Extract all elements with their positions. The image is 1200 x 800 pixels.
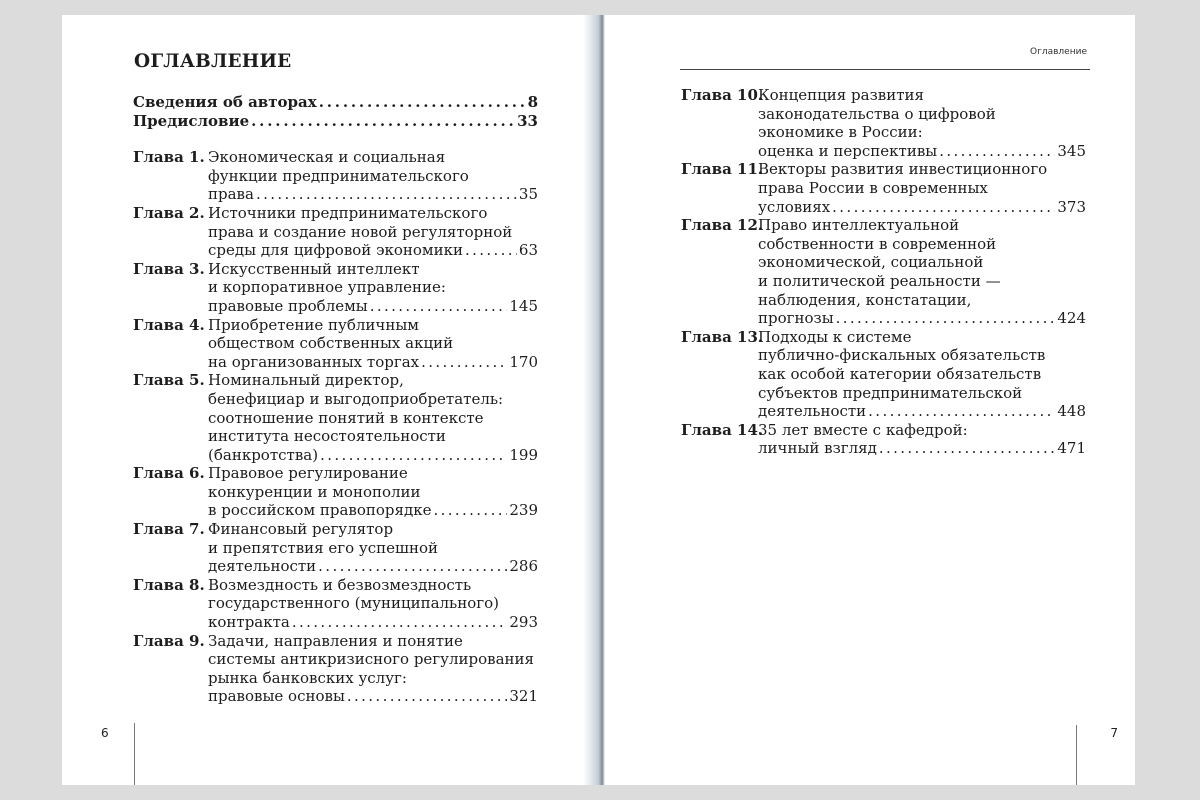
- chapter-title-line: Финансовый регулятор: [208, 520, 394, 539]
- chapter-title-line: Искусственный интеллект: [208, 259, 420, 278]
- chapter-title-line: государственного (муниципального): [208, 594, 499, 613]
- chapter-label: Глава 4.: [133, 315, 205, 334]
- chapter-title-line: правовые проблемы: [208, 296, 368, 315]
- dot-leader: [370, 297, 508, 316]
- chapter-title-line: бенефициар и выгодоприобретатель:: [208, 389, 504, 408]
- chapter-title-line: контракта: [208, 613, 290, 632]
- chapter-list-left: [133, 148, 538, 706]
- chapter-page: 145: [509, 296, 538, 315]
- toc-entry-page: 8: [527, 93, 538, 111]
- spacer: [133, 130, 538, 148]
- chapter-title-last-line: [208, 353, 538, 372]
- chapter-page: 286: [509, 557, 538, 576]
- chapter-title: [758, 328, 1086, 421]
- toc-entry-authors[interactable]: [133, 93, 538, 112]
- toc-chapter-entry[interactable]: [681, 160, 1086, 216]
- chapter-label: Глава 9.: [133, 631, 205, 650]
- dot-leader: [879, 439, 1056, 458]
- chapter-title: [758, 160, 1086, 216]
- toc-chapter-entry[interactable]: [133, 204, 538, 260]
- chapter-label: Глава 6.: [133, 464, 205, 483]
- chapter-label: Глава 7.: [133, 520, 205, 539]
- chapter-label: Глава 10.: [681, 86, 764, 104]
- toc-chapter-entry[interactable]: [133, 316, 538, 372]
- book-spine: [583, 15, 605, 785]
- chapter-page: 293: [509, 613, 538, 632]
- toc-entry-preface[interactable]: [133, 112, 538, 131]
- chapter-title: [208, 260, 538, 316]
- chapter-title-line: и политической реальности —: [758, 271, 1001, 290]
- chapter-page: 471: [1057, 439, 1086, 458]
- dot-leader: [256, 185, 517, 204]
- chapter-title-line: права: [208, 185, 254, 204]
- chapter-title-line: (банкротства): [208, 445, 319, 464]
- chapter-title-line: наблюдения, констатации,: [758, 290, 972, 309]
- chapter-title: [758, 216, 1086, 328]
- chapter-title-last-line: [208, 241, 538, 260]
- chapter-title-last-line: [758, 142, 1086, 161]
- chapter-page: 448: [1057, 402, 1086, 421]
- chapter-title-line: Номинальный директор,: [208, 371, 404, 390]
- chapter-title: [208, 520, 538, 576]
- chapter-title-line: публично-фискальных обязательств: [758, 346, 1046, 365]
- chapter-title-line: института несостоятельности: [208, 427, 446, 446]
- chapter-page: 321: [509, 687, 538, 706]
- toc-entry-title: Предисловие: [133, 111, 250, 130]
- toc-entry-title: Сведения об авторах: [133, 93, 317, 111]
- chapter-title: [758, 421, 1086, 458]
- chapter-title-line: на организованных торгах: [208, 352, 420, 371]
- dot-leader: [433, 501, 507, 520]
- chapter-title-last-line: [758, 439, 1086, 458]
- chapter-title-line: системы антикризисного регулирования: [208, 650, 534, 669]
- chapter-page: 373: [1057, 197, 1086, 216]
- chapter-label: Глава 1.: [133, 148, 205, 167]
- toc-chapter-entry[interactable]: [133, 576, 538, 632]
- chapter-title-line: Векторы развития инвестиционного: [758, 160, 1048, 179]
- page-number: 7: [1110, 726, 1118, 740]
- folio-rule: [1076, 725, 1077, 785]
- chapter-title-last-line: [758, 402, 1086, 421]
- dot-leader: [868, 402, 1055, 421]
- toc-left-list: [133, 93, 538, 706]
- chapter-title: [208, 576, 538, 632]
- header-rule: [680, 69, 1090, 70]
- chapter-title: [208, 316, 538, 372]
- chapter-title-line: соотношение понятий в контексте: [208, 408, 484, 427]
- chapter-title-line: конкуренции и монополии: [208, 482, 421, 501]
- chapter-title-line: Право интеллектуальной: [758, 216, 960, 235]
- chapter-title-last-line: [208, 501, 538, 520]
- chapter-title-line: обществом собственных акций: [208, 334, 454, 353]
- chapter-title: [208, 204, 538, 260]
- chapter-label: Глава 13.: [681, 327, 764, 346]
- chapter-title-line: права России в современных: [758, 178, 988, 197]
- chapter-title-line: Подходы к системе: [758, 327, 912, 346]
- chapter-page: 63: [518, 241, 538, 260]
- toc-chapter-entry[interactable]: [133, 632, 538, 706]
- chapter-title-last-line: [758, 198, 1086, 217]
- chapter-label: Глава 12.: [681, 216, 764, 235]
- chapter-title-line: личный взгляд: [758, 439, 877, 458]
- right-page: [605, 15, 1135, 785]
- folio-rule: [134, 723, 135, 785]
- chapter-title-line: Источники предпринимательского: [208, 203, 488, 222]
- chapter-title-line: экономике в России:: [758, 123, 923, 142]
- chapter-title-last-line: [208, 185, 538, 204]
- toc-chapter-entry[interactable]: [133, 260, 538, 316]
- toc-chapter-entry[interactable]: [133, 520, 538, 576]
- chapter-title-line: оценка и перспективы: [758, 141, 938, 160]
- dot-leader: [939, 142, 1055, 161]
- toc-chapter-entry[interactable]: [681, 328, 1086, 421]
- toc-chapter-entry[interactable]: [681, 421, 1086, 458]
- chapter-title-line: субъектов предпринимательской: [758, 383, 1023, 402]
- toc-chapter-entry[interactable]: [681, 216, 1086, 328]
- chapter-label: Глава 11.: [681, 160, 764, 179]
- chapter-title-line: законодательства о цифровой: [758, 104, 996, 123]
- chapter-title-line: в российском правопорядке: [208, 501, 432, 520]
- chapter-title-last-line: [208, 687, 538, 706]
- chapter-title: [208, 464, 538, 520]
- toc-chapter-entry[interactable]: [133, 464, 538, 520]
- chapter-label: Глава 14.: [681, 420, 764, 439]
- chapter-title-line: прогнозы: [758, 309, 834, 328]
- chapter-title-last-line: [208, 297, 538, 316]
- toc-chapter-entry[interactable]: [681, 86, 1086, 160]
- left-page: [62, 15, 583, 785]
- chapter-title-line: деятельности: [208, 557, 317, 576]
- chapter-title-line: функции предпринимательского: [208, 166, 469, 185]
- dot-leader: [836, 309, 1056, 328]
- chapter-title: [208, 148, 538, 204]
- chapter-page: 170: [509, 352, 538, 371]
- chapter-title-line: 35 лет вместе с кафедрой:: [758, 420, 968, 439]
- chapter-title-line: Правовое регулирование: [208, 464, 408, 483]
- toc-right-list: [681, 86, 1086, 458]
- chapter-title-line: Возмездность и безвозмездность: [208, 575, 472, 594]
- dot-leader: [347, 687, 507, 706]
- chapter-title-line: рынка банковских услуг:: [208, 668, 407, 687]
- page-number: 6: [101, 726, 109, 740]
- chapter-page: 345: [1057, 141, 1086, 160]
- chapter-title: [208, 371, 538, 464]
- chapter-title-line: Задачи, направления и понятие: [208, 631, 463, 650]
- toc-chapter-entry[interactable]: [133, 148, 538, 204]
- chapter-title-line: Приобретение публичным: [208, 315, 419, 334]
- chapter-page: 199: [509, 445, 538, 464]
- dot-leader: [465, 241, 517, 260]
- dot-leader: [320, 446, 507, 465]
- dot-leader: [292, 613, 507, 632]
- chapter-title-line: Экономическая и социальная: [208, 148, 446, 167]
- chapter-title-line: условиях: [758, 197, 831, 216]
- dot-leader: [421, 353, 507, 372]
- chapter-title-last-line: [208, 557, 538, 576]
- chapter-label: Глава 5.: [133, 371, 205, 390]
- chapter-title-line: Концепция развития: [758, 86, 924, 104]
- chapter-page: 35: [518, 185, 538, 204]
- chapter-title-line: и корпоративное управление:: [208, 278, 446, 297]
- dot-leader: [251, 112, 515, 131]
- page-title: ОГЛАВЛЕНИЕ: [134, 51, 292, 72]
- chapter-title-last-line: [208, 446, 538, 465]
- dot-leader: [318, 557, 507, 576]
- dot-leader: [319, 93, 526, 112]
- chapter-title-line: и препятствия его успешной: [208, 538, 438, 557]
- chapter-title-last-line: [758, 309, 1086, 328]
- chapter-title-line: экономической, социальной: [758, 253, 984, 272]
- chapter-label: Глава 8.: [133, 575, 205, 594]
- chapter-title: [208, 632, 538, 706]
- chapter-title-line: собственности в современной: [758, 234, 997, 253]
- toc-entry-page: 33: [517, 111, 538, 130]
- chapter-title-line: среды для цифровой экономики: [208, 241, 463, 260]
- chapter-title-line: деятельности: [758, 402, 867, 421]
- chapter-title-line: как особой категории обязательств: [758, 364, 1042, 383]
- chapter-label: Глава 2.: [133, 203, 205, 222]
- toc-chapter-entry[interactable]: [133, 371, 538, 464]
- chapter-title-line: права и создание новой регуляторной: [208, 222, 513, 241]
- chapter-title: [758, 86, 1086, 160]
- chapter-page: 239: [509, 501, 538, 520]
- chapter-title-line: правовые основы: [208, 687, 345, 706]
- chapter-label: Глава 3.: [133, 259, 205, 278]
- chapter-title-last-line: [208, 613, 538, 632]
- dot-leader: [832, 198, 1055, 217]
- chapter-list-right: [681, 86, 1086, 458]
- chapter-page: 424: [1057, 309, 1086, 328]
- running-head: Оглавление: [1030, 47, 1087, 57]
